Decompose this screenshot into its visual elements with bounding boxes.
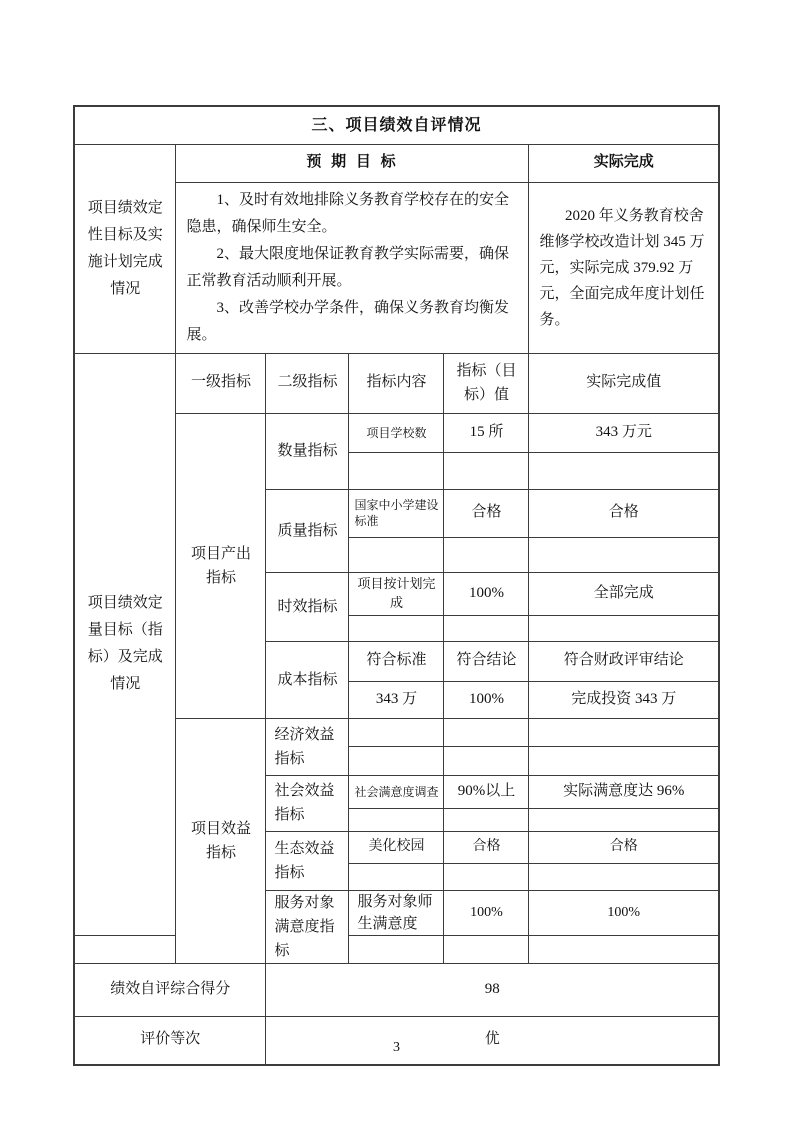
empty-cell [444, 615, 529, 641]
page-number: 3 [393, 1040, 400, 1055]
indicator-cost-content-2: 343 万 [349, 681, 444, 718]
actual-completion-text: 2020 年义务教育校舍维修学校改造计划 345 万元，实际完成 379.92 万元，全面完成年度计划任务。 [529, 182, 719, 353]
indicator-time-content: 项目按计划完成 [349, 572, 444, 615]
indicator-quality-content: 国家中小学建设标准 [349, 489, 444, 537]
header-actual-value: 实际完成值 [529, 353, 719, 413]
header-level1-indicator: 一级指标 [176, 353, 266, 413]
indicator-social-name: 社会效益指标 [266, 775, 349, 831]
indicator-ecological-content: 美化校园 [349, 831, 444, 863]
grade-value: 优 [266, 1016, 719, 1065]
empty-cell [529, 863, 719, 890]
expected-item-3: 3、改善学校办学条件，确保义务教育均衡发展。 [186, 299, 509, 343]
table-row [74, 144, 719, 182]
expected-goal-header: 预 期 目 标 [176, 144, 529, 182]
expected-item-2: 2、最大限度地保证教育教学实际需要，确保正常教育活动顺利开展。 [186, 245, 509, 289]
indicator-cost-content: 符合标准 [349, 641, 444, 681]
expected-item-1: 1、及时有效地排除义务教育学校存在的安全隐患，确保师生安全。 [186, 191, 509, 235]
indicator-ecological-target: 合格 [444, 831, 529, 863]
indicator-social-actual: 实际满意度达 96% [529, 775, 719, 808]
header-target-value: 指标（目标）值 [444, 353, 529, 413]
empty-cell [529, 615, 719, 641]
empty-cell [529, 746, 719, 775]
empty-cell [444, 808, 529, 831]
header-level2-indicator: 二级指标 [266, 353, 349, 413]
empty-cell [349, 746, 444, 775]
indicator-social-content: 社会满意度调查 [349, 775, 444, 808]
actual-completion-header: 实际完成 [529, 144, 719, 182]
indicator-service-actual: 100% [529, 890, 719, 936]
empty-cell [529, 452, 719, 489]
empty-cell [444, 452, 529, 489]
indicator-ecological-name: 生态效益指标 [266, 831, 349, 890]
table-row [74, 353, 719, 413]
indicator-cost-actual-2: 完成投资 343 万 [529, 681, 719, 718]
empty-cell [349, 808, 444, 831]
indicator-quantity-actual: 343 万元 [529, 413, 719, 452]
header-indicator-content: 指标内容 [349, 353, 444, 413]
qualitative-section-label: 项目绩效定性目标及实施计划完成情况 [74, 144, 176, 353]
indicator-service-content: 服务对象师生满意度 [349, 890, 444, 936]
indicator-cost-target: 符合结论 [444, 641, 529, 681]
indicator-quality-target: 合格 [444, 489, 529, 537]
self-evaluation-table [73, 105, 720, 1066]
indicator-quality-name: 质量指标 [266, 489, 349, 572]
empty-cell [444, 746, 529, 775]
indicator-time-name: 时效指标 [266, 572, 349, 641]
indicator-time-target: 100% [444, 572, 529, 615]
table-row [74, 106, 719, 144]
quantitative-section-label: 项目绩效定量目标（指标）及完成情况 [74, 353, 176, 936]
empty-cell [529, 808, 719, 831]
empty-cell [349, 537, 444, 572]
indicator-cost-name: 成本指标 [266, 641, 349, 718]
empty-cell [444, 537, 529, 572]
expected-goal-text [176, 182, 529, 353]
empty-cell [349, 863, 444, 890]
empty-cell [74, 936, 176, 963]
indicator-quantity-content: 项目学校数 [349, 413, 444, 452]
indicator-social-target: 90%以上 [444, 775, 529, 808]
indicator-cost-target-2: 100% [444, 681, 529, 718]
empty-cell [444, 718, 529, 746]
empty-cell [444, 863, 529, 890]
grade-label: 评价等次 [74, 1016, 266, 1065]
indicator-service-target: 100% [444, 890, 529, 936]
group-benefit-indicator: 项目效益指标 [176, 718, 266, 963]
table-title: 三、项目绩效自评情况 [74, 106, 719, 144]
table-row [74, 963, 719, 1016]
empty-cell [529, 718, 719, 746]
indicator-cost-actual: 符合财政评审结论 [529, 641, 719, 681]
indicator-time-actual: 全部完成 [529, 572, 719, 615]
score-value: 98 [266, 963, 719, 1016]
indicator-quantity-target: 15 所 [444, 413, 529, 452]
table-row [74, 936, 719, 963]
empty-cell [349, 452, 444, 489]
indicator-quantity-name: 数量指标 [266, 413, 349, 489]
empty-cell [349, 615, 444, 641]
empty-cell [529, 537, 719, 572]
empty-cell [444, 936, 529, 963]
empty-cell [349, 936, 444, 963]
indicator-economic-name: 经济效益指标 [266, 718, 349, 775]
indicator-ecological-actual: 合格 [529, 831, 719, 863]
score-label: 绩效自评综合得分 [74, 963, 266, 1016]
empty-cell [349, 718, 444, 746]
group-output-indicator: 项目产出指标 [176, 413, 266, 718]
indicator-service-name: 服务对象满意度指标 [266, 890, 349, 963]
indicator-quality-actual: 合格 [529, 489, 719, 537]
